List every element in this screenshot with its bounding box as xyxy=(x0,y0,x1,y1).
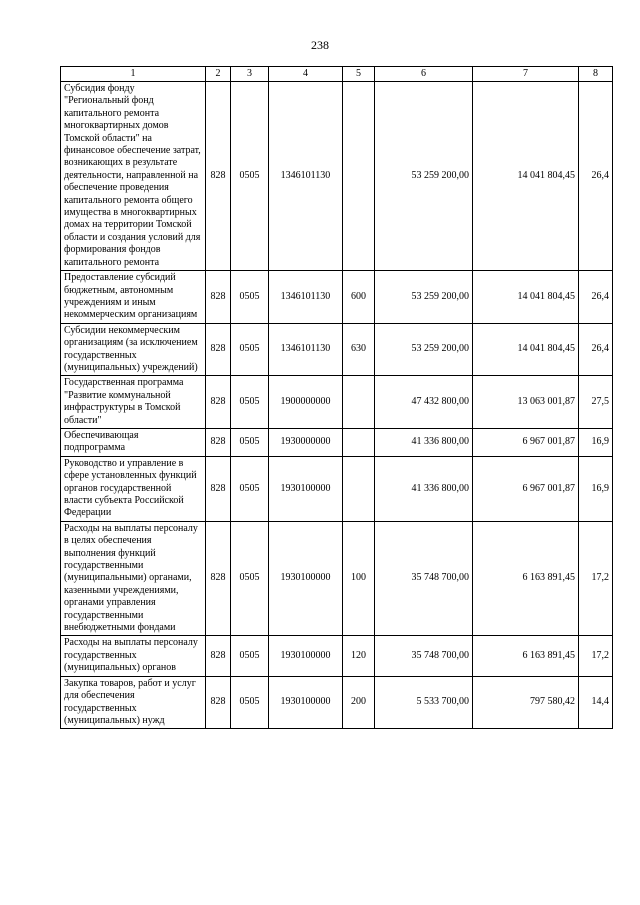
cell-section-code: 0505 xyxy=(231,428,269,456)
cell-percent: 14,4 xyxy=(579,676,613,729)
cell-planned: 53 259 200,00 xyxy=(375,323,473,376)
cell-planned: 41 336 800,00 xyxy=(375,456,473,521)
cell-planned: 53 259 200,00 xyxy=(375,271,473,324)
cell-section-code: 0505 xyxy=(231,271,269,324)
cell-executed: 13 063 001,87 xyxy=(473,376,579,429)
cell-ministry-code: 828 xyxy=(206,323,231,376)
budget-table xyxy=(60,66,613,729)
cell-ministry-code: 828 xyxy=(206,376,231,429)
cell-target-code: 1930100000 xyxy=(269,456,343,521)
row-name: Государственная программа "Развитие коммунальной инфраструктуры в Томской области" xyxy=(61,376,206,429)
cell-target-code: 1930100000 xyxy=(269,676,343,729)
column-header: 4 xyxy=(269,67,343,82)
cell-executed: 6 163 891,45 xyxy=(473,636,579,676)
cell-expense-type: 630 xyxy=(343,323,375,376)
column-header: 5 xyxy=(343,67,375,82)
cell-expense-type: 100 xyxy=(343,521,375,636)
table-row xyxy=(61,323,613,376)
column-header: 6 xyxy=(375,67,473,82)
cell-executed: 797 580,42 xyxy=(473,676,579,729)
cell-expense-type xyxy=(343,82,375,271)
cell-ministry-code: 828 xyxy=(206,271,231,324)
page-number: 238 xyxy=(311,38,329,52)
cell-percent: 17,2 xyxy=(579,521,613,636)
cell-executed: 14 041 804,45 xyxy=(473,82,579,271)
cell-executed: 6 967 001,87 xyxy=(473,456,579,521)
table-row xyxy=(61,82,613,271)
cell-target-code: 1346101130 xyxy=(269,82,343,271)
cell-percent: 27,5 xyxy=(579,376,613,429)
cell-executed: 14 041 804,45 xyxy=(473,323,579,376)
cell-ministry-code: 828 xyxy=(206,636,231,676)
cell-section-code: 0505 xyxy=(231,676,269,729)
table-row xyxy=(61,636,613,676)
cell-executed: 6 163 891,45 xyxy=(473,521,579,636)
row-name: Закупка товаров, работ и услуг для обеспечения государственных (муниципальных) нужд xyxy=(61,676,206,729)
cell-section-code: 0505 xyxy=(231,82,269,271)
table-row xyxy=(61,271,613,324)
cell-ministry-code: 828 xyxy=(206,521,231,636)
cell-planned: 41 336 800,00 xyxy=(375,428,473,456)
cell-ministry-code: 828 xyxy=(206,428,231,456)
row-name: Обеспечивающая подпрограмма xyxy=(61,428,206,456)
cell-planned: 35 748 700,00 xyxy=(375,521,473,636)
cell-expense-type xyxy=(343,428,375,456)
column-header: 3 xyxy=(231,67,269,82)
cell-section-code: 0505 xyxy=(231,636,269,676)
cell-ministry-code: 828 xyxy=(206,82,231,271)
cell-expense-type: 600 xyxy=(343,271,375,324)
table-row xyxy=(61,676,613,729)
column-header: 1 xyxy=(61,67,206,82)
cell-target-code: 1346101130 xyxy=(269,271,343,324)
cell-section-code: 0505 xyxy=(231,456,269,521)
cell-target-code: 1930100000 xyxy=(269,636,343,676)
cell-percent: 26,4 xyxy=(579,271,613,324)
column-header: 7 xyxy=(473,67,579,82)
cell-ministry-code: 828 xyxy=(206,676,231,729)
header-row xyxy=(61,67,613,82)
row-name: Субсидия фонду "Региональный фонд капитального ремонта многоквартирных домов Томской области" на финансовое обеспечение затрат, возникающих в результате деятельности, направленной на обеспечение проведения капитального ремонта общего имущества в многоквартирных домах на территории Томской области и создания условий для формирования фондов капитального ремонта xyxy=(61,82,206,271)
cell-planned: 53 259 200,00 xyxy=(375,82,473,271)
cell-percent: 16,9 xyxy=(579,428,613,456)
cell-percent: 16,9 xyxy=(579,456,613,521)
cell-target-code: 1900000000 xyxy=(269,376,343,429)
table-row xyxy=(61,456,613,521)
cell-planned: 5 533 700,00 xyxy=(375,676,473,729)
cell-executed: 6 967 001,87 xyxy=(473,428,579,456)
cell-section-code: 0505 xyxy=(231,521,269,636)
cell-executed: 14 041 804,45 xyxy=(473,271,579,324)
row-name: Субсидии некоммерческим организациям (за исключением государственных (муниципальных) учреждений) xyxy=(61,323,206,376)
table-row xyxy=(61,376,613,429)
cell-percent: 26,4 xyxy=(579,82,613,271)
column-header: 8 xyxy=(579,67,613,82)
cell-expense-type xyxy=(343,456,375,521)
cell-ministry-code: 828 xyxy=(206,456,231,521)
cell-target-code: 1346101130 xyxy=(269,323,343,376)
cell-expense-type: 120 xyxy=(343,636,375,676)
table-row xyxy=(61,521,613,636)
cell-section-code: 0505 xyxy=(231,376,269,429)
cell-planned: 47 432 800,00 xyxy=(375,376,473,429)
row-name: Предоставление субсидий бюджетным, автономным учреждениям и иным некоммерческим организациям xyxy=(61,271,206,324)
cell-percent: 26,4 xyxy=(579,323,613,376)
cell-planned: 35 748 700,00 xyxy=(375,636,473,676)
row-name: Расходы на выплаты персоналу в целях обеспечения выполнения функций государственными (муниципальными) органами, казенными учреждениями, органами управления государственными внебюджетными фондами xyxy=(61,521,206,636)
row-name: Руководство и управление в сфере установленных функций органов государственной власти субъекта Российской Федерации xyxy=(61,456,206,521)
cell-expense-type: 200 xyxy=(343,676,375,729)
cell-target-code: 1930000000 xyxy=(269,428,343,456)
row-name: Расходы на выплаты персоналу государственных (муниципальных) органов xyxy=(61,636,206,676)
cell-target-code: 1930100000 xyxy=(269,521,343,636)
cell-percent: 17,2 xyxy=(579,636,613,676)
cell-section-code: 0505 xyxy=(231,323,269,376)
column-header: 2 xyxy=(206,67,231,82)
cell-expense-type xyxy=(343,376,375,429)
table-row xyxy=(61,428,613,456)
